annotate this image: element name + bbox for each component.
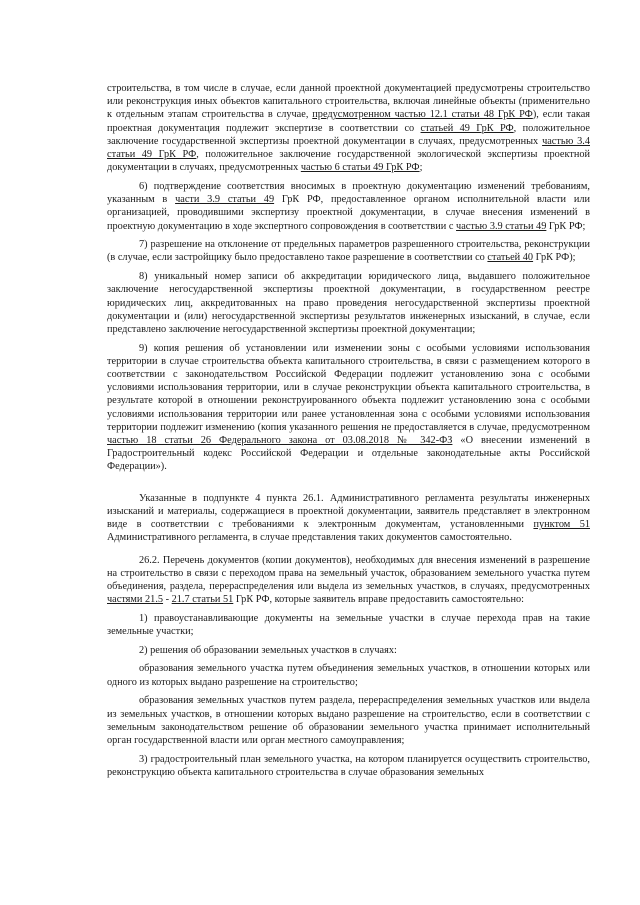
paragraph-item-3 [107,753,590,779]
paragraph-text: «О внесении изменений в Градостроительный кодекс Российской Федерации и отдельные законодательные акты Российской Федерации»). [107,435,590,473]
paragraph-electronic-form [107,492,590,545]
paragraph-case-split [107,694,590,747]
paragraph-text: 8) уникальный номер записи об аккредитации юридического лица, выдавшего положительное заключение негосударственной экспертизы проектной документации, в государственном реестре юридических лиц, аккредитованных на право проведения негосударственной экспертизы проектной документации и (или) негосударственной экспертизы результатов инженерных изысканий, в случае, если представлено заключение негосударственной экспертизы проектной документации; [107,271,590,335]
law-reference-link[interactable]: 21.7 статьи 51 [171,594,234,606]
paragraph-text: 1) правоустанавливающие документы на земельные участки в случае перехода прав на такие земельные участки; [107,612,590,638]
paragraph-text: 9) копия решения об установлении или изменении зоны с особыми условиями использования территории в случае строительства объекта капитального строительства, в связи с размещением которого в соответствии с законодательством Российской Федерации подлежит установлению зона с особыми условиями использования территории, или в случае реконструкции объекта капитального строительства, в результате которой в отношении реконструированного объекта подлежит установлению зона с особыми условиями использования территории или ранее установленная зона с особыми условиями использования территории подлежит изменению (копия указанного решения не предоставляется в случае, предусмотренном [107,342,590,433]
paragraph-text: строительства, в том числе в случае, если данной проектной документацией предусмотрены строительство или реконструкция иных объектов капитального строительства, включая линейные объекты (применительно к отдельным этапам строительства в случае, [107,83,590,121]
paragraph-text: Административного регламента, в случае представления таких документов самостоятельно. [107,532,512,544]
paragraph-item-7 [107,238,590,264]
paragraph-text: - [163,594,172,606]
paragraph-text: образования земельного участка путем объединения земельных участков, в отношении которых или одного из которых выдано разрешение на строительство; [107,663,590,688]
paragraph-text: 2) решения об образовании земельных участков в случаях: [139,644,397,656]
law-reference-link[interactable]: частью 6 статьи 49 ГрК РФ [300,162,420,174]
paragraph-item-9 [107,342,590,474]
paragraph-text: , положительное заключение государственной экологической экспертизы проектной документации в случаях, предусмотренных [107,149,590,174]
law-reference-link[interactable]: пунктом 51 [533,519,590,531]
paragraph-text: 3) градостроительный план земельного участка, на котором планируется осуществить строительство, реконструкцию объекта капитального строительства в случае образования земельных [107,753,590,778]
document-body [107,82,590,779]
paragraph-item-8 [107,270,590,336]
paragraph-text: ГрК РФ, которые заявитель вправе предоставить самостоятельно: [233,594,524,606]
paragraph-text: ГрК РФ, предоставленное органом исполнительной власти или организацией, проводившими экспертизу проектной документации, в случае внесения изменений в проектную документацию в ходе экспертного сопровождения в соответствии с [107,194,590,232]
law-reference-link[interactable]: части 3.9 статьи 49 [175,194,275,206]
paragraph-text: Указанные в подпункте 4 пункта 26.1. Административного регламента результаты инженерных изысканий и материалы, содержащиеся в проектной документации, заявитель представляет в электронном виде в соответствии с требованиями к электронным документам, установленными [107,492,590,531]
paragraph-text: 6) подтверждение соответствия вносимых в проектную документацию изменений требованиям, указанным в [107,180,590,206]
law-reference-link[interactable]: частью 18 статьи 26 Федерального закона от 03.08.2018 № 342-ФЗ [107,435,453,447]
paragraph-text: 7) разрешение на отклонение от предельных параметров разрешенного строительства, реконструкции (в случае, если застройщику было предоставлено такое разрешение в соответствии со [107,239,590,264]
paragraph-text: образования земельных участков путем раздела, перераспределения земельных участков или выдела из земельных участков, в отношении которых выдано разрешение на строительство, если в соответствии с земельным законодательством решение об образовании земельного участка принимает исполнительный орган государственной власти или орган местного самоуправления; [107,695,590,746]
law-reference-link[interactable]: статьей 49 ГрК РФ [420,122,514,134]
paragraph-item-1 [107,612,590,638]
law-reference-link[interactable]: частями 21.5 [107,594,164,606]
law-reference-link[interactable]: частью 3.9 статьи 49 [456,220,547,232]
law-reference-link[interactable]: частью 3.4 статьи 49 ГрК РФ [107,135,590,161]
paragraph [107,82,590,174]
paragraph-text: ; [419,162,423,174]
paragraph-text: 26.2. Перечень документов (копии документов), необходимых для внесения изменений в разрешение на строительство в связи с переходом права на земельный участок, образованием земельного участка путем объединения, раздела, перераспределения или выдела из земельных участков, в случаях, предусмотренных [107,554,590,592]
law-reference-link[interactable]: статьей 40 [487,252,534,264]
paragraph-text: ГрК РФ); [533,252,576,264]
paragraph-item-2 [107,644,590,657]
paragraph-item-6 [107,180,590,233]
law-reference-link[interactable]: предусмотренном частью 12.1 статьи 48 ГрК РФ [312,109,533,121]
paragraph-text: , положительное заключение государственной экспертизы проектной документации в случаях, предусмотренных [107,122,591,147]
paragraph-text: ), если такая проектная документация подлежит экспертизе в соответствии со [107,109,590,134]
paragraph-case-merge [107,662,590,688]
paragraph-text: ГрК РФ; [546,220,586,232]
paragraph-26-2 [107,554,590,607]
